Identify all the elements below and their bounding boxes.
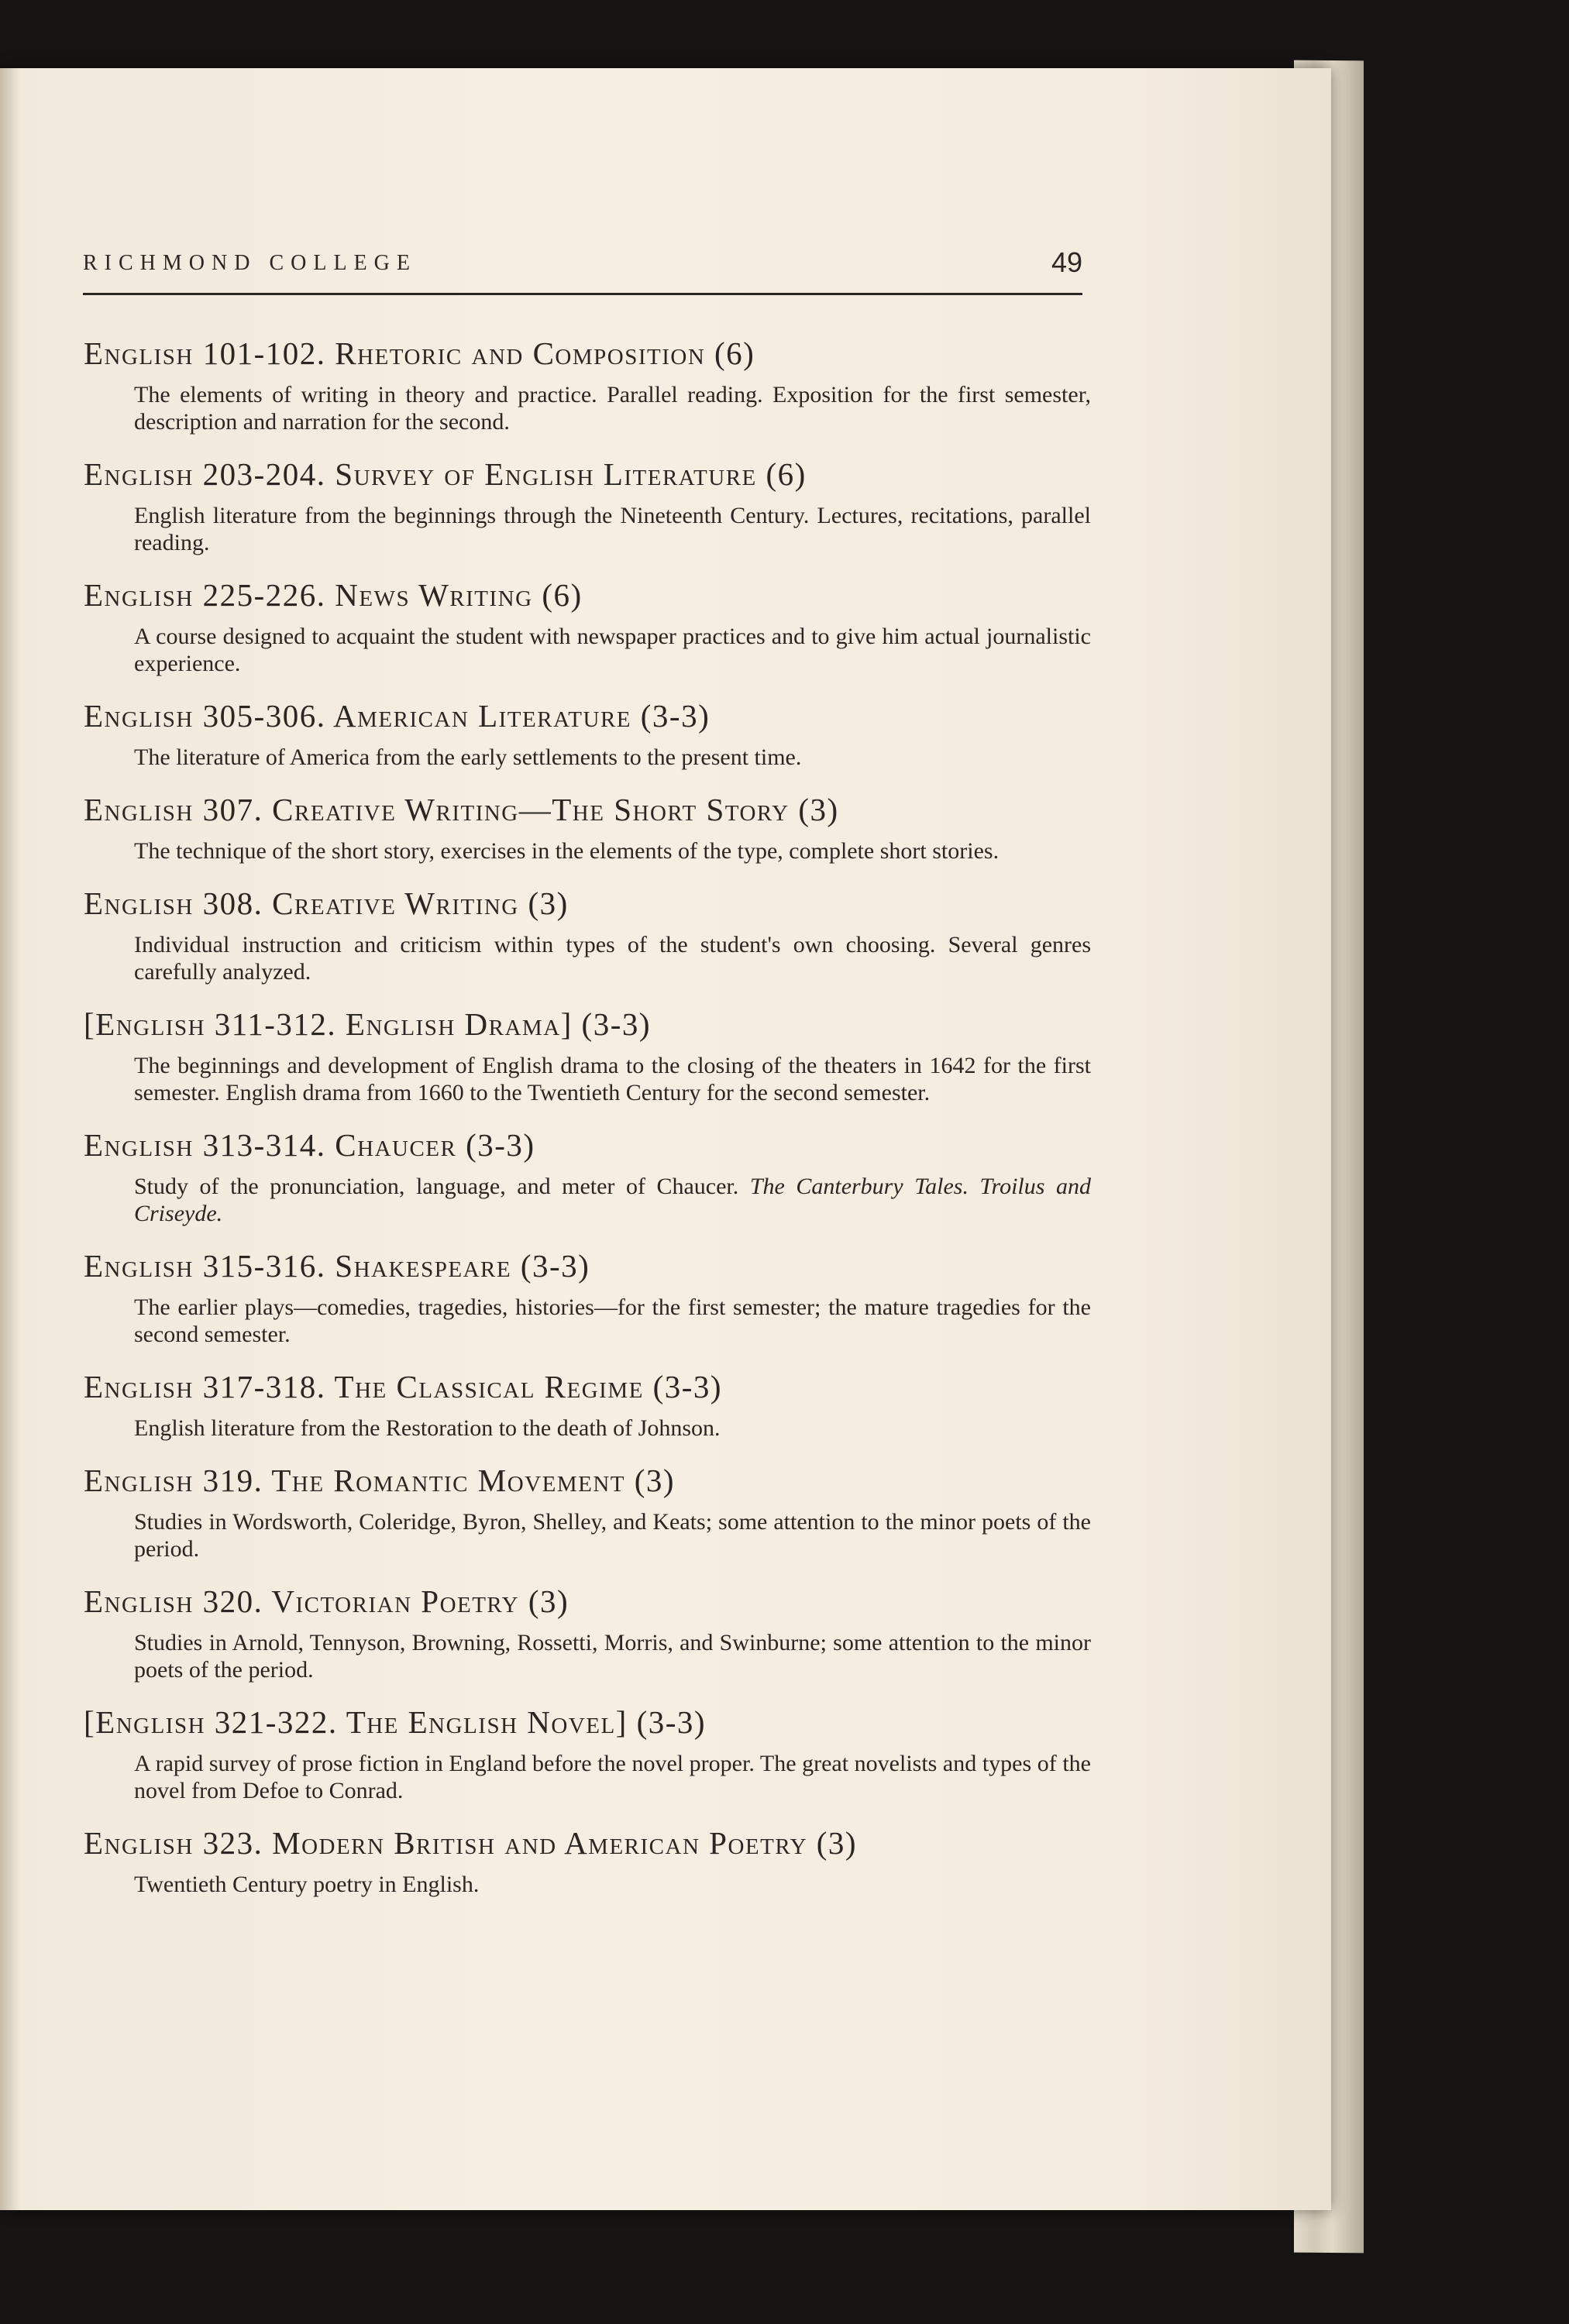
- course-entry: [84, 788, 1091, 865]
- course-title: English 315-316. Shakespeare (3-3): [84, 1248, 590, 1284]
- course-title: English 308. Creative Writing (3): [84, 885, 569, 921]
- course-description: [134, 1173, 1091, 1227]
- course-title: English 225-226. News Writing (6): [84, 577, 583, 613]
- course-entry: [84, 1244, 1091, 1348]
- course-entry: [84, 1821, 1091, 1898]
- course-description: The literature of America from the early settlements to the present time.: [134, 744, 802, 770]
- course-title: English 203-204. Survey of English Literature (6): [84, 456, 807, 492]
- running-header: [83, 246, 1082, 295]
- course-entry: [84, 1365, 1091, 1442]
- course-description: The earlier plays—comedies, tragedies, histories—for the first semester; the mature tragedies for the second semester.: [134, 1294, 1091, 1347]
- course-description: A course designed to acquaint the student with newspaper practices and to give him actual journalistic experience.: [134, 624, 1091, 676]
- course-entry: [84, 694, 1091, 771]
- course-title: English 320. Victorian Poetry (3): [84, 1583, 569, 1619]
- course-entry: [84, 1700, 1091, 1804]
- course-entry: [84, 452, 1091, 556]
- course-description: Studies in Wordsworth, Coleridge, Byron, Shelley, and Keats; some attention to the minor poets of the period.: [134, 1509, 1091, 1562]
- page-number: 49: [1051, 246, 1082, 278]
- course-title: English 307. Creative Writing—The Short Story (3): [84, 792, 839, 827]
- course-description: English literature from the Restoration to the death of Johnson.: [134, 1415, 721, 1441]
- running-head-title: RICHMOND COLLEGE: [83, 251, 417, 275]
- course-entry: [84, 573, 1091, 677]
- course-title: [English 321-322. The English Novel] (3-3): [84, 1704, 707, 1740]
- course-description: Individual instruction and criticism within types of the student's own choosing. Several genres carefully analyzed.: [134, 932, 1091, 985]
- course-title: English 313-314. Chaucer (3-3): [84, 1127, 535, 1163]
- course-title: English 323. Modern British and American Poetry (3): [84, 1825, 858, 1861]
- course-description-text: Study of the pronunciation, language, and meter of Chaucer.: [134, 1174, 739, 1199]
- course-title: English 319. The Romantic Movement (3): [84, 1463, 676, 1498]
- course-description: The technique of the short story, exercises in the elements of the type, complete short stories.: [134, 838, 1000, 864]
- course-description: A rapid survey of prose fiction in England before the novel proper. The great novelists and types of the novel from Defoe to Conrad.: [134, 1751, 1091, 1803]
- course-entry: [84, 1459, 1091, 1563]
- course-entry: [84, 882, 1091, 985]
- course-entry: [84, 1580, 1091, 1683]
- course-description-italic: The Canterbury Tales. Troilus and Criseyde.: [134, 1174, 1091, 1226]
- course-title: English 101-102. Rhetoric and Composition (6): [84, 335, 755, 371]
- course-description: The elements of writing in theory and practice. Parallel reading. Exposition for the first semester, description and narration for the second.: [134, 382, 1091, 435]
- course-description: Twentieth Century poetry in English.: [134, 1872, 480, 1897]
- course-list: [84, 332, 1091, 1915]
- course-entry: [84, 1123, 1091, 1227]
- course-entry: [84, 332, 1091, 435]
- course-title: English 305-306. American Literature (3-3): [84, 698, 711, 734]
- course-description: English literature from the beginnings through the Nineteenth Century. Lectures, recitations, parallel reading.: [134, 503, 1091, 555]
- course-title: English 317-318. The Classical Regime (3-3): [84, 1369, 723, 1404]
- course-description: Studies in Arnold, Tennyson, Browning, Rossetti, Morris, and Swinburne; some attention to the minor poets of the period.: [134, 1630, 1091, 1683]
- course-title: [English 311-312. English Drama] (3-3): [84, 1006, 652, 1042]
- course-entry: [84, 1002, 1091, 1106]
- course-description: The beginnings and development of English drama to the closing of the theaters in 1642 for the first semester. English drama from 1660 to the Twentieth Century for the second semester.: [134, 1053, 1091, 1105]
